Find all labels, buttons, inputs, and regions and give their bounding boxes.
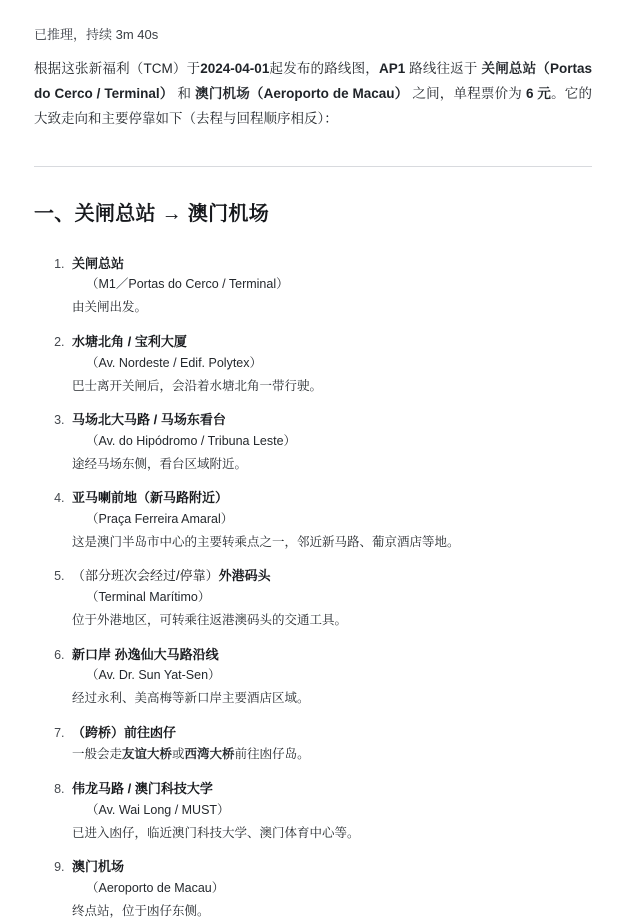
stop-description (72, 743, 592, 766)
stop-alt-name: （Av. Dr. Sun Yat-Sen） (86, 668, 221, 683)
stop-alt-name: （Praça Ferreira Amaral） (86, 511, 234, 526)
stop-alt-name: （Av. Nordeste / Edif. Polytex） (86, 355, 262, 370)
stop-name (72, 566, 592, 587)
stop-description: 终点站，位于凼仔东侧。 (72, 903, 210, 918)
stop-description: 这是澳门半岛市中心的主要转乘点之一，邻近新马路、葡京酒店等地。 (72, 534, 460, 549)
stop-desc-mid: 或 (172, 747, 185, 762)
stop-desc-post: 前往凼仔岛。 (234, 747, 310, 762)
stop-alt-name: （Av. do Hipódromo / Tribuna Leste） (86, 433, 297, 448)
list-item (68, 332, 592, 397)
stop-alt-name: （M1／Portas do Cerco / Terminal） (86, 277, 289, 292)
intro-route-code: AP1 (378, 60, 406, 76)
intro-paragraph (34, 57, 592, 132)
stop-description: 途经马场东侧，看台区域附近。 (72, 456, 248, 471)
stop-name: 7. （跨桥）前往凼仔 (72, 724, 177, 740)
intro-text-part2: 起发布的路线图， (269, 60, 379, 76)
stop-desc-bridge-1: 友谊大桥 (122, 747, 173, 762)
stop-description: 由关闸出发。 (72, 300, 148, 315)
list-item (68, 566, 592, 631)
stop-name-qualifier: （部分班次会经过/停靠） (72, 568, 219, 584)
stop-name-main: 外港码头 (218, 568, 271, 584)
stop-alt-name: （Terminal Marítimo） (86, 590, 211, 605)
list-item (68, 723, 592, 766)
stop-alt-name: （Av. Wai Long / MUST） (86, 802, 230, 817)
stop-list (34, 254, 592, 922)
stop-desc-bridge-2: 西湾大桥 (184, 747, 235, 762)
intro-terminal-name: 关闸总站（Portas do Cerco / Terminal） (34, 60, 592, 101)
intro-airport-name: 澳门机场（Aeroporto de Macau） (195, 85, 409, 101)
intro-text-part1: 根据这张新福利（TCM）于 (34, 60, 201, 76)
stop-alt-name: （Aeroporto de Macau） (86, 880, 225, 895)
page-title: 一、关闸总站 → 澳门机场 (34, 202, 270, 225)
list-item (68, 857, 592, 922)
stop-description: 巴士离开关闸后，会沿着水塘北角一带行驶。 (72, 378, 323, 393)
stop-name: 4. 亚马喇前地（新马路附近） (72, 490, 229, 506)
intro-date: 2024-04-01 (200, 60, 270, 76)
intro-text-part6: 。它的大致走向和主要停靠如下（去程与回程顺序相反）： (34, 85, 592, 126)
stop-desc-pre: 一般会走 (72, 747, 123, 762)
list-item (68, 488, 592, 553)
section-divider (34, 166, 592, 167)
stop-description: 经过永利、美高梅等新口岸主要酒店区域。 (72, 691, 310, 706)
list-item (68, 254, 592, 319)
list-item (68, 410, 592, 475)
stop-name: 6. 新口岸 孙逸仙大马路沿线 (72, 646, 219, 662)
intro-text-part4: 和 (173, 85, 196, 101)
stop-name: 8. 伟龙马路 / 澳门科技大学 (72, 780, 213, 796)
stop-name: 2. 水塘北角 / 宝利大厦 (72, 333, 187, 349)
intro-fare: 6 元 (525, 85, 552, 101)
list-item (68, 645, 592, 710)
stop-name: 1. 关闸总站 (72, 255, 125, 271)
reasoning-status: 已推理，持续 3m 40s (34, 27, 159, 42)
stop-description: 已进入凼仔，临近澳门科技大学、澳门体育中心等。 (72, 825, 360, 840)
stop-name: 3. 马场北大马路 / 马场东看台 (72, 412, 226, 427)
stop-description: 位于外港地区，可转乘往返港澳码头的交通工具。 (72, 613, 348, 628)
stop-name: 9. 澳门机场 (72, 859, 125, 875)
list-item (68, 779, 592, 844)
intro-text-part5: 之间，单程票价为 (408, 85, 526, 101)
intro-text-part3: 路线往返于 (405, 60, 482, 76)
